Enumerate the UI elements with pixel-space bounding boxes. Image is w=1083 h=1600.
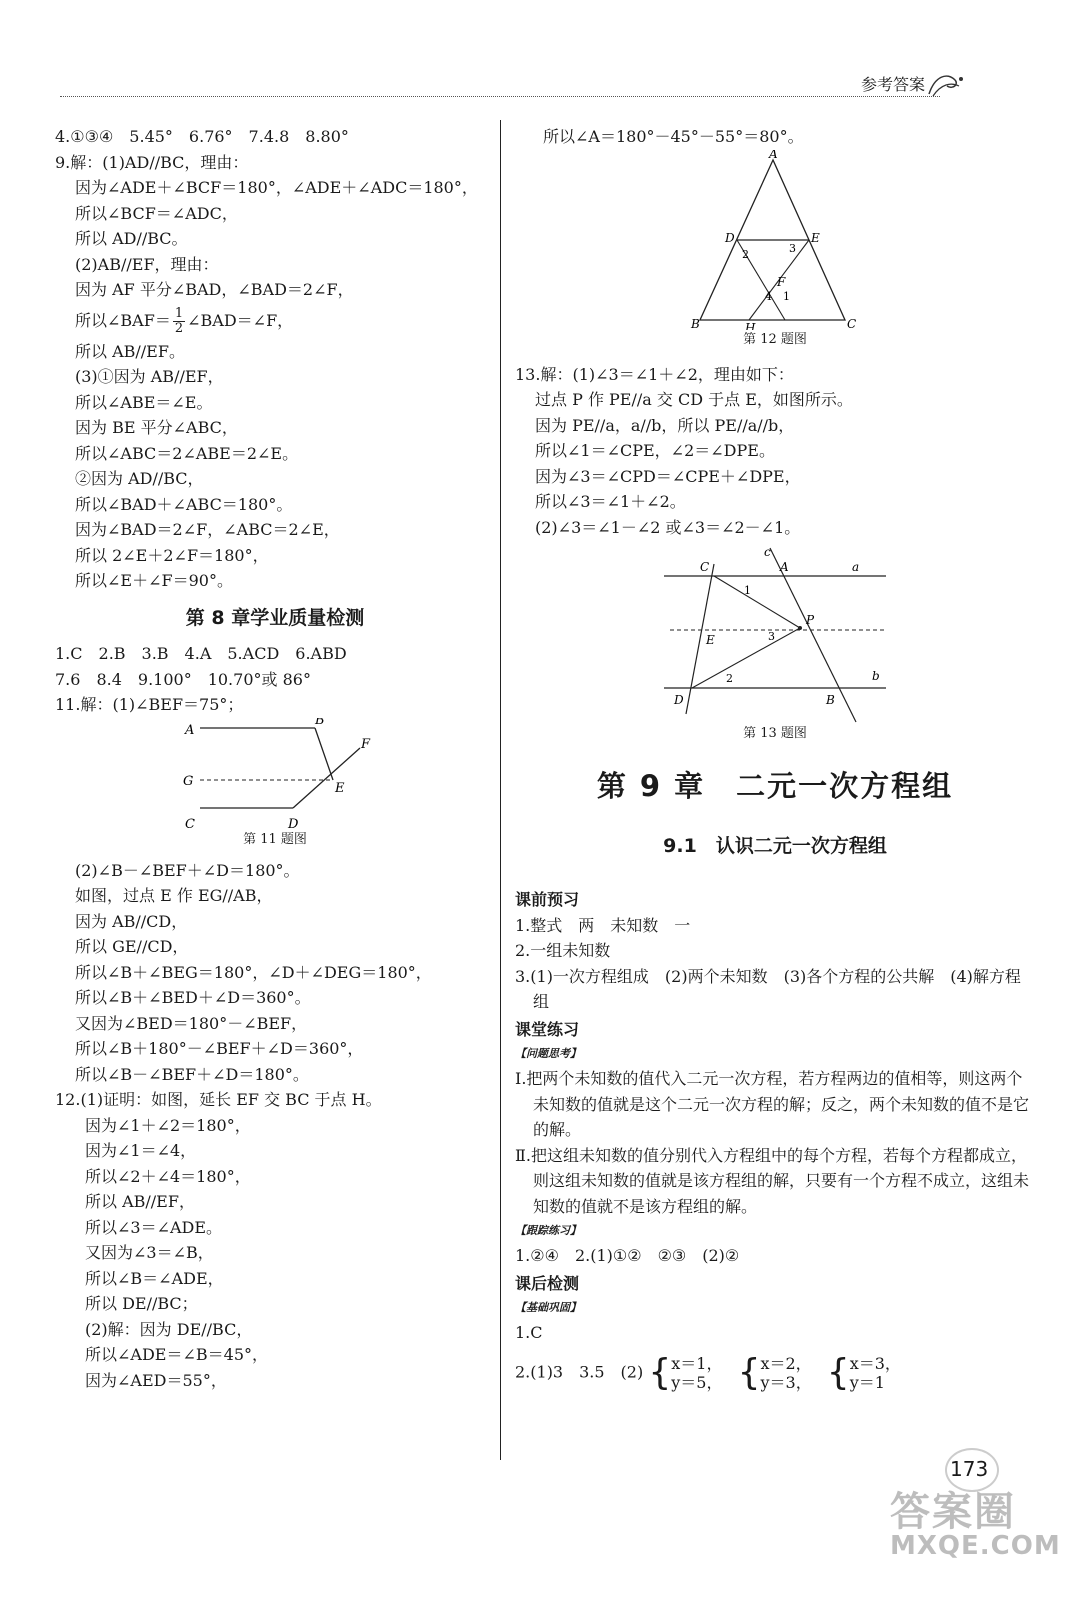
text-line: 又因为∠BED＝180°－∠BEF， — [75, 1013, 308, 1033]
text-line: 所以∠ABC＝2∠ABE＝2∠E。 — [75, 443, 299, 463]
label-E: E — [335, 780, 345, 796]
label-D: D — [674, 693, 684, 707]
text-line: 又因为∠3＝∠B， — [85, 1243, 214, 1262]
label-P: P — [806, 613, 815, 627]
left-column — [55, 124, 495, 1393]
text-line: 因为∠1＋∠2＝180°， — [85, 1115, 251, 1135]
text-line: 因为∠3＝∠CPD＝∠CPE＋∠DPE， — [535, 466, 801, 486]
text-line: 所以∠ADE＝∠B＝45°， — [85, 1345, 268, 1364]
equation: y＝1 — [849, 1372, 885, 1392]
answer-block-q13 — [515, 387, 1035, 540]
text-line: 所以 GE//CD， — [75, 937, 189, 956]
text-line: 1.②④ 2.(1)①② ②③ (2)② — [515, 1246, 740, 1265]
text-line: 13.解：(1)∠3＝∠1＋∠2，理由如下： — [515, 364, 794, 384]
q2-prefix: 2.(1)3 3.5 (2) — [515, 1362, 644, 1381]
text-line: 所以∠3＝∠1＋∠2。 — [535, 492, 686, 511]
label-E: E — [811, 230, 820, 245]
text-line: 7.6 8.4 9.100° 10.70°或 86° — [55, 669, 311, 689]
fraction-one-half — [173, 307, 185, 336]
text-line: 因为 AF 平分∠BAD，∠BAD＝2∠F， — [75, 280, 354, 299]
tag-question-thinking: 【问题思考】 — [515, 1047, 581, 1060]
label-angle-3: 3 — [789, 241, 796, 255]
label-angle-1: 1 — [783, 289, 790, 303]
fraction-numerator: 1 — [174, 305, 184, 321]
figure-11-diagram — [175, 718, 375, 830]
text-line: 因为∠BAD＝2∠F，∠ABC＝2∠E， — [75, 520, 340, 539]
answer-block-q4-q9 — [55, 124, 495, 303]
header-title: 参考答案 — [860, 75, 925, 94]
watermark-logo — [890, 1480, 1061, 1561]
label-H: H — [745, 320, 756, 330]
equation: y＝3， — [760, 1372, 812, 1392]
column-divider — [500, 120, 501, 1460]
label-E: E — [706, 633, 715, 647]
text-line: 11.解：(1)∠BEF＝75°； — [55, 695, 244, 714]
text-line: 所以∠3＝∠ADE。 — [85, 1217, 223, 1237]
equation-system: { x＝1， y＝5， — [648, 1351, 723, 1393]
tag-basic-consolidation: 【基础巩固】 — [515, 1301, 581, 1314]
watermark-text: 答案圈 — [890, 1489, 1016, 1535]
equation-systems-line — [515, 1351, 1035, 1393]
text-line: 所以∠1＝∠CPE，∠2＝∠DPE。 — [535, 441, 775, 460]
label-G: G — [183, 773, 194, 789]
text-line: (2)AB//EF，理由： — [75, 254, 219, 274]
text-line: 所以∠B＋∠BEG＝180°，∠D＋∠DEG＝180°， — [75, 962, 432, 982]
label-angle-2: 2 — [742, 247, 749, 261]
text-line: 因为∠AED＝55°， — [85, 1370, 227, 1390]
label-A: A — [780, 560, 789, 574]
fraction-line — [55, 303, 495, 339]
figure-13-caption: 第 13 题图 — [743, 726, 807, 741]
heading-class-practice: 课堂练习 — [515, 1019, 580, 1039]
label-F: F — [777, 274, 786, 289]
label-C: C — [185, 816, 195, 830]
text-line: 4.①③④ 5.45° 6.76° 7.4.8 8.80° — [55, 127, 349, 146]
text-line: (2)∠B－∠BEF＋∠D＝180°。 — [75, 860, 300, 880]
equation-system: { x＝2， y＝3， — [737, 1351, 812, 1393]
text-line: 因为 PE//a，a//b，所以 PE//a//b， — [535, 415, 795, 435]
text-line: 因为∠1＝∠4， — [85, 1141, 197, 1160]
equation: y＝5， — [671, 1372, 723, 1392]
text-line: 因为 BE 平分∠ABC， — [75, 418, 238, 437]
label-D: D — [288, 816, 299, 830]
text-line: 所以∠ABE＝∠E。 — [75, 392, 213, 412]
text-line: 所以∠BCF＝∠ADC， — [75, 203, 238, 223]
text-line: 所以∠E＋∠F＝90°。 — [75, 571, 233, 590]
text-line: 所以 AB//EF， — [85, 1192, 195, 1211]
text-line: (2)∠3＝∠1－∠2 或∠3＝∠2－∠1。 — [535, 517, 801, 537]
label-A: A — [769, 149, 778, 161]
text-line: 所以∠A＝180°－45°－55°＝80°。 — [543, 127, 804, 146]
text-line: (2)解：因为 DE//BC， — [85, 1319, 253, 1339]
text-line: 1.整式 两 未知数 一 — [515, 915, 691, 935]
label-B: B — [315, 717, 325, 728]
text-line: 所以∠B＋∠BED＋∠D＝360°。 — [75, 988, 311, 1007]
label-angle-1: 1 — [744, 584, 751, 597]
label-C: C — [700, 560, 710, 574]
fraction-prefix: 所以∠BAF＝ — [75, 310, 171, 330]
heading-after-class: 课后检测 — [515, 1273, 580, 1293]
header-rule — [60, 96, 940, 97]
label-F: F — [361, 736, 371, 752]
paragraph-1: Ⅰ.把两个未知数的值代入二元一次方程，若方程两边的值相等，则这两个未知数的值就是这个二元一次方程的解；反之，两个未知数的值不是它的解。 — [515, 1069, 1030, 1139]
label-B: B — [826, 693, 835, 707]
paragraph-2: Ⅱ.把这组未知数的值分别代入方程组中的每个方程，若每个方程都成立，则这组未知数的值就是该方程组的解，只要有一个方程不成立，这组未知数的值就不是该方程组的解。 — [515, 1145, 1030, 1216]
text-line: 1.C 2.B 3.B 4.A 5.ACD 6.ABD — [55, 644, 347, 663]
figure-13-diagram — [660, 544, 890, 724]
chapter-title: 第 9 章 二元一次方程组 — [596, 769, 954, 803]
subsection-title: 9.1 认识二元一次方程组 — [663, 834, 887, 857]
text-line: 所以∠B－∠BEF＋∠D＝180°。 — [75, 1064, 309, 1084]
text-line: 因为 AB//CD， — [75, 911, 188, 931]
text-line: 所以 DE//BC； — [85, 1294, 198, 1313]
label-D: D — [725, 230, 735, 245]
text-line: (3)①因为 AB//EF， — [75, 367, 224, 386]
label-A: A — [185, 722, 195, 738]
label-C: C — [847, 316, 857, 330]
answer-block-ch8 — [55, 641, 495, 718]
label-B: B — [691, 316, 700, 330]
text-line: 所以 AB//EF。 — [75, 341, 185, 361]
label-a: a — [852, 560, 860, 574]
text-line: 过点 P 作 PE//a 交 CD 于点 E，如图所示。 — [535, 390, 853, 409]
text-line: 所以∠2＋∠4＝180°， — [85, 1166, 251, 1186]
text-line: 1.C — [515, 1323, 543, 1342]
text-line: ②因为 AD//BC， — [75, 469, 204, 488]
tag-tracking-practice: 【跟踪练习】 — [515, 1224, 581, 1237]
figure-12 — [685, 150, 865, 330]
text-line: 所以∠B＋180°－∠BEF＋∠D＝360°， — [75, 1039, 364, 1058]
text-line: 所以 AD//BC。 — [75, 229, 188, 248]
fraction-suffix: ∠BAD＝∠F， — [187, 310, 294, 330]
page-header — [60, 70, 1020, 100]
heading-preview: 课前预习 — [515, 890, 580, 909]
figure-11 — [175, 718, 375, 830]
text-line: 2.一组未知数 — [515, 941, 611, 960]
figure-13 — [660, 544, 890, 724]
label-c: c — [764, 545, 771, 559]
page-number: 173 — [950, 1457, 989, 1481]
equation: x＝1， — [671, 1353, 723, 1373]
text-line: 所以∠B＝∠ADE， — [85, 1268, 224, 1288]
equation: x＝2， — [760, 1353, 812, 1373]
fraction-denominator: 2 — [174, 320, 184, 336]
text-line: 所以∠BAD＋∠ABC＝180°。 — [75, 494, 293, 514]
label-angle-4: 4 — [765, 289, 772, 303]
text-line: 9.解：(1)AD//BC，理由： — [55, 152, 249, 172]
label-angle-2: 2 — [726, 672, 733, 685]
figure-11-caption: 第 11 题图 — [243, 831, 307, 847]
equation: x＝3， — [849, 1353, 901, 1373]
figure-12-caption: 第 12 题图 — [743, 331, 807, 347]
label-angle-3: 3 — [768, 630, 775, 643]
text-line: 12.(1)证明：如图，延长 EF 交 BC 于点 H。 — [55, 1090, 382, 1109]
answer-block-q9-cont — [55, 339, 495, 594]
decorative-swirl-icon — [925, 70, 965, 98]
equation-system: { x＝3， y＝1 — [826, 1351, 901, 1393]
text-line: 如图，过点 E 作 EG//AB， — [75, 886, 273, 905]
section-title: 第 8 章学业质量检测 — [185, 606, 365, 629]
text-line: 因为∠ADE＋∠BCF＝180°，∠ADE＋∠ADC＝180°， — [75, 178, 478, 197]
watermark-url: MXQE.COM — [890, 1531, 1061, 1561]
figure-12-diagram — [685, 150, 865, 330]
text-line: 3.(1)一次方程组成 (2)两个未知数 (3)各个方程的公共解 (4)解方程组 — [515, 966, 1021, 1011]
label-b: b — [872, 669, 880, 683]
answer-block-q12 — [55, 1113, 495, 1394]
text-line: 所以 2∠E＋2∠F＝180°， — [75, 545, 269, 565]
answer-block-q11-cont — [55, 858, 495, 1088]
right-column — [515, 124, 1035, 1392]
